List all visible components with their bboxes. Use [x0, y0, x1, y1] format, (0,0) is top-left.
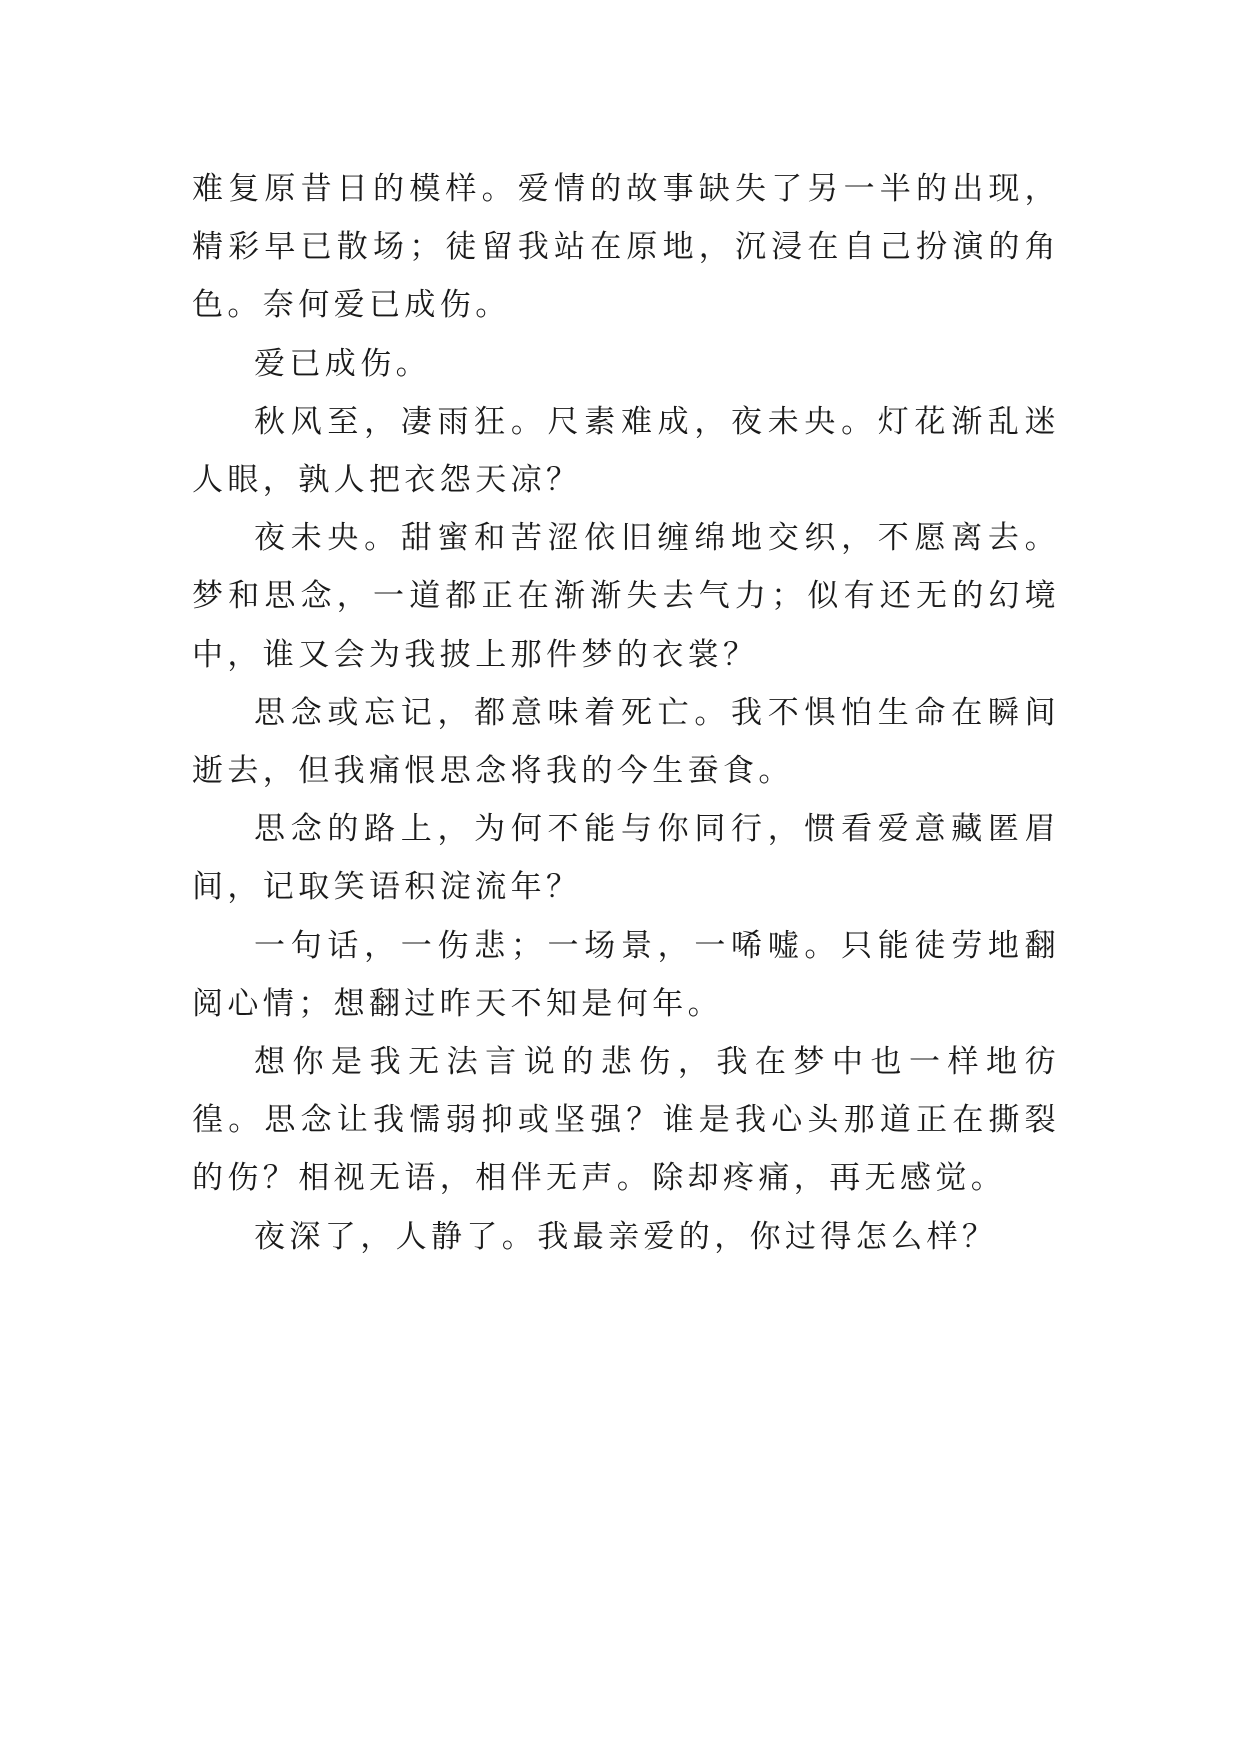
- paragraph-3: 秋风至，凄雨狂。尺素难成，夜未央。灯花渐乱迷人眼，孰人把衣怨天凉？: [192, 403, 1060, 499]
- paragraph-6: 思念的路上，为何不能与你同行，惯看爱意藏匿眉间，记取笑语积淀流年？: [192, 811, 1060, 906]
- paragraph-4: 夜未央。甜蜜和苦涩依旧缠绵地交织，不愿离去。梦和思念，一道都正在渐渐失去气力；似有还无的幻境中，谁又会为我披上那件梦的衣裳？: [192, 520, 1060, 673]
- paragraph-1: 难复原昔日的模样。爱情的故事缺失了另一半的出现，精彩早已散场；徒留我站在原地，沉浸在自己扮演的角色。奈何爱已成伤。: [192, 171, 1060, 324]
- paragraph-5: 思念或忘记，都意味着死亡。我不惧怕生命在瞬间逝去，但我痛恨思念将我的今生蚕食。: [192, 694, 1060, 790]
- paragraph-9: 夜深了，人静了。我最亲爱的，你过得怎么样？: [254, 1218, 998, 1255]
- document-body: [192, 160, 1060, 1266]
- paragraph-8: 想你是我无法言说的悲伤，我在梦中也一样地彷徨。思念让我懦弱抑或坚强？谁是我心头那道正在撕裂的伤？相视无语，相伴无声。除却疼痛，再无感觉。: [192, 1044, 1060, 1197]
- paragraph-7: 一句话，一伤悲；一场景，一唏嘘。只能徒劳地翻阅心情；想翻过昨天不知是何年。: [192, 927, 1060, 1022]
- paragraph-2: 爱已成伤。: [254, 345, 431, 382]
